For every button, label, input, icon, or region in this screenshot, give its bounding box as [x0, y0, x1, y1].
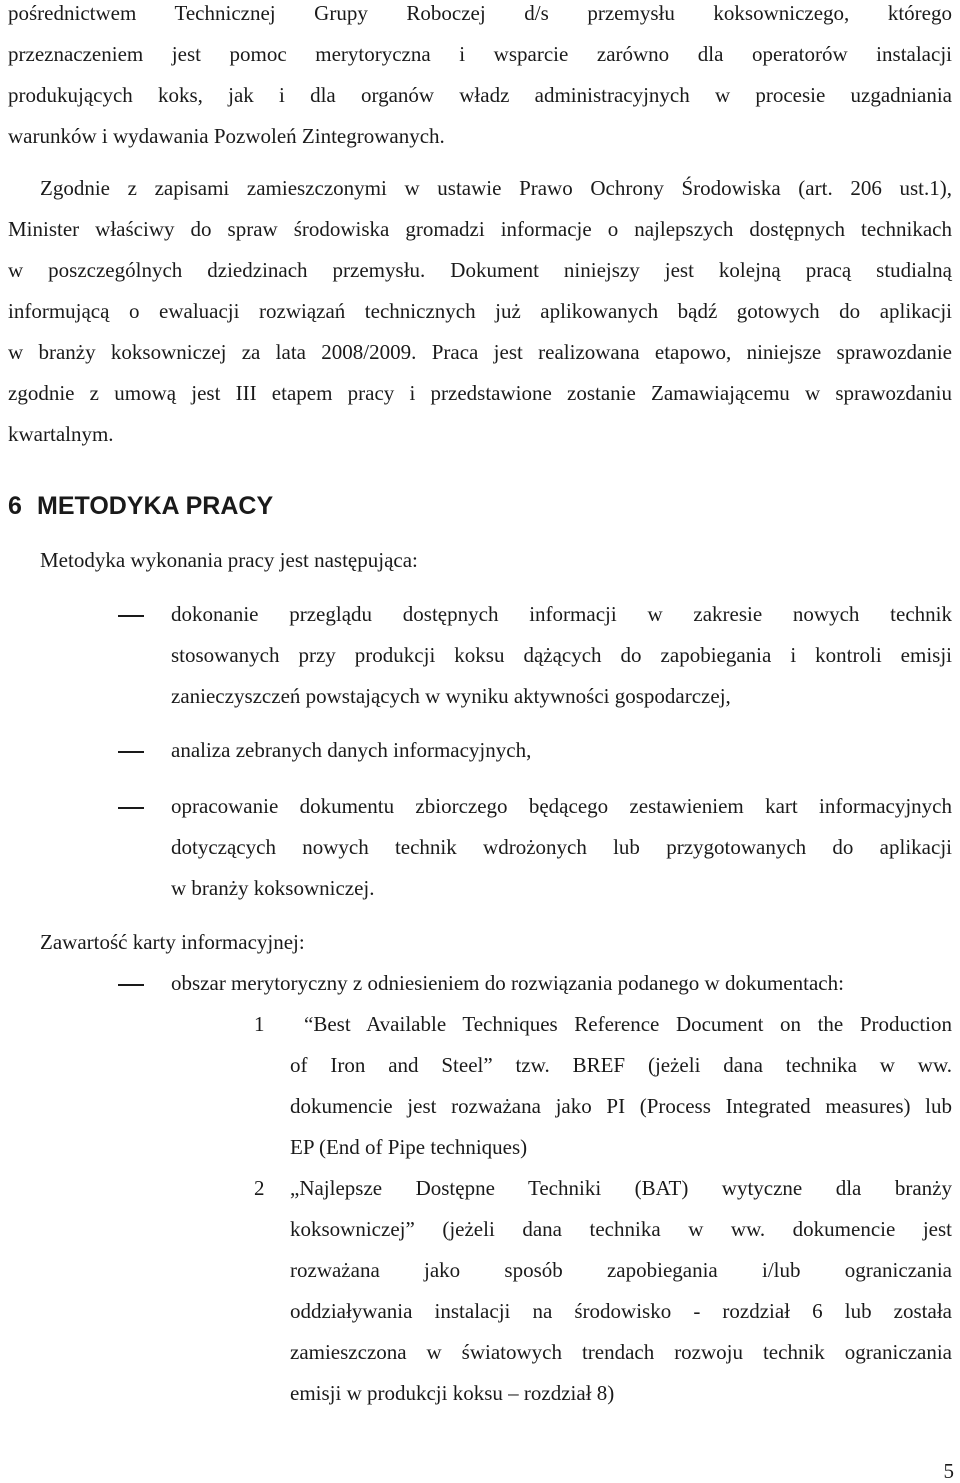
list-item-line: w branży koksowniczej. [171, 876, 375, 900]
text-line: przeznaczeniem jest pomoc merytoryczna i wsparcie zarówno dla operatorów instalacji [8, 42, 952, 66]
text-line: produkujących koks, jak i dla organów władz administracyjnych w procesie uzgadniania [8, 83, 952, 107]
list-item-line: opracowanie dokumentu zbiorczego będącego zestawieniem kart informacyjnych [171, 794, 952, 818]
text-line: w branży koksowniczej za lata 2008/2009. Praca jest realizowana etapowo, niniejsze sprawozdanie [8, 340, 952, 364]
list-item-line: analiza zebranych danych informacyjnych, [171, 738, 532, 762]
reference-number: 2 [254, 1176, 265, 1200]
reference-number: 1 [254, 1012, 265, 1036]
text-line: w poszczególnych dziedzinach przemysłu. Dokument niniejszy jest kolejną pracą studialną [8, 258, 952, 282]
card-intro: Zawartość karty informacyjnej: [40, 930, 305, 954]
text-line: kwartalnym. [8, 422, 114, 446]
reference-line: EP (End of Pipe techniques) [290, 1135, 528, 1159]
dash-bullet-icon [118, 751, 144, 753]
reference-line: rozważana jako sposób zapobiegania i/lub ograniczania [290, 1258, 952, 1282]
reference-line: koksowniczej” (jeżeli dana technika w ww. dokumencie jest [290, 1217, 952, 1241]
list-item-line: dokonanie przeglądu dostępnych informacji w zakresie nowych technik [171, 602, 952, 626]
list-item-line: dotyczących nowych technik wdrożonych lub przygotowanych do aplikacji [171, 835, 952, 859]
dash-bullet-icon [118, 615, 144, 617]
list-item-line: stosowanych przy produkcji koksu dążących do zapobiegania i kontroli emisji [171, 643, 952, 667]
reference-line: of Iron and Steel” tzw. BREF (jeżeli dana technika w ww. [290, 1053, 952, 1077]
dash-bullet-icon [118, 984, 144, 986]
text-line: Minister właściwy do spraw środowiska gromadzi informacje o najlepszych dostępnych technikach [8, 217, 952, 241]
section-heading [8, 491, 273, 521]
reference-line: zamieszczona w światowych trendach rozwoju technik ograniczania [290, 1340, 952, 1364]
method-intro: Metodyka wykonania pracy jest następująca: [40, 548, 418, 572]
section-title: METODYKA PRACY [37, 492, 274, 520]
reference-line: dokumencie jest rozważana jako PI (Process Integrated measures) lub [290, 1094, 952, 1118]
page-number: 5 [943, 1459, 954, 1483]
text-line: zgodnie z umową jest III etapem pracy i przedstawione zostanie Zamawiającemu w sprawozdaniu [8, 381, 952, 405]
text-line: warunków i wydawania Pozwoleń Zintegrowanych. [8, 124, 445, 148]
text-line: informującą o ewaluacji rozwiązań technicznych już aplikowanych bądź gotowych do aplikacji [8, 299, 952, 323]
text-line: pośrednictwem Technicznej Grupy Roboczej d/s przemysłu koksowniczego, którego [8, 1, 952, 25]
text-line: Zgodnie z zapisami zamieszczonymi w ustawie Prawo Ochrony Środowiska (art. 206 ust.1), [40, 176, 952, 200]
section-number: 6 [8, 492, 22, 520]
reference-line: „Najlepsze Dostępne Techniki (BAT) wytyczne dla branży [290, 1176, 952, 1200]
card-item: obszar merytoryczny z odniesieniem do rozwiązania podanego w dokumentach: [171, 971, 844, 995]
dash-bullet-icon [118, 807, 144, 809]
list-item-line: zanieczyszczeń powstających w wyniku aktywności gospodarczej, [171, 684, 731, 708]
reference-line: emisji w produkcji koksu – rozdział 8) [290, 1381, 615, 1405]
reference-line: oddziaływania instalacji na środowisko - rozdział 6 lub została [290, 1299, 952, 1323]
reference-line: “Best Available Techniques Reference Document on the Production [304, 1012, 952, 1036]
